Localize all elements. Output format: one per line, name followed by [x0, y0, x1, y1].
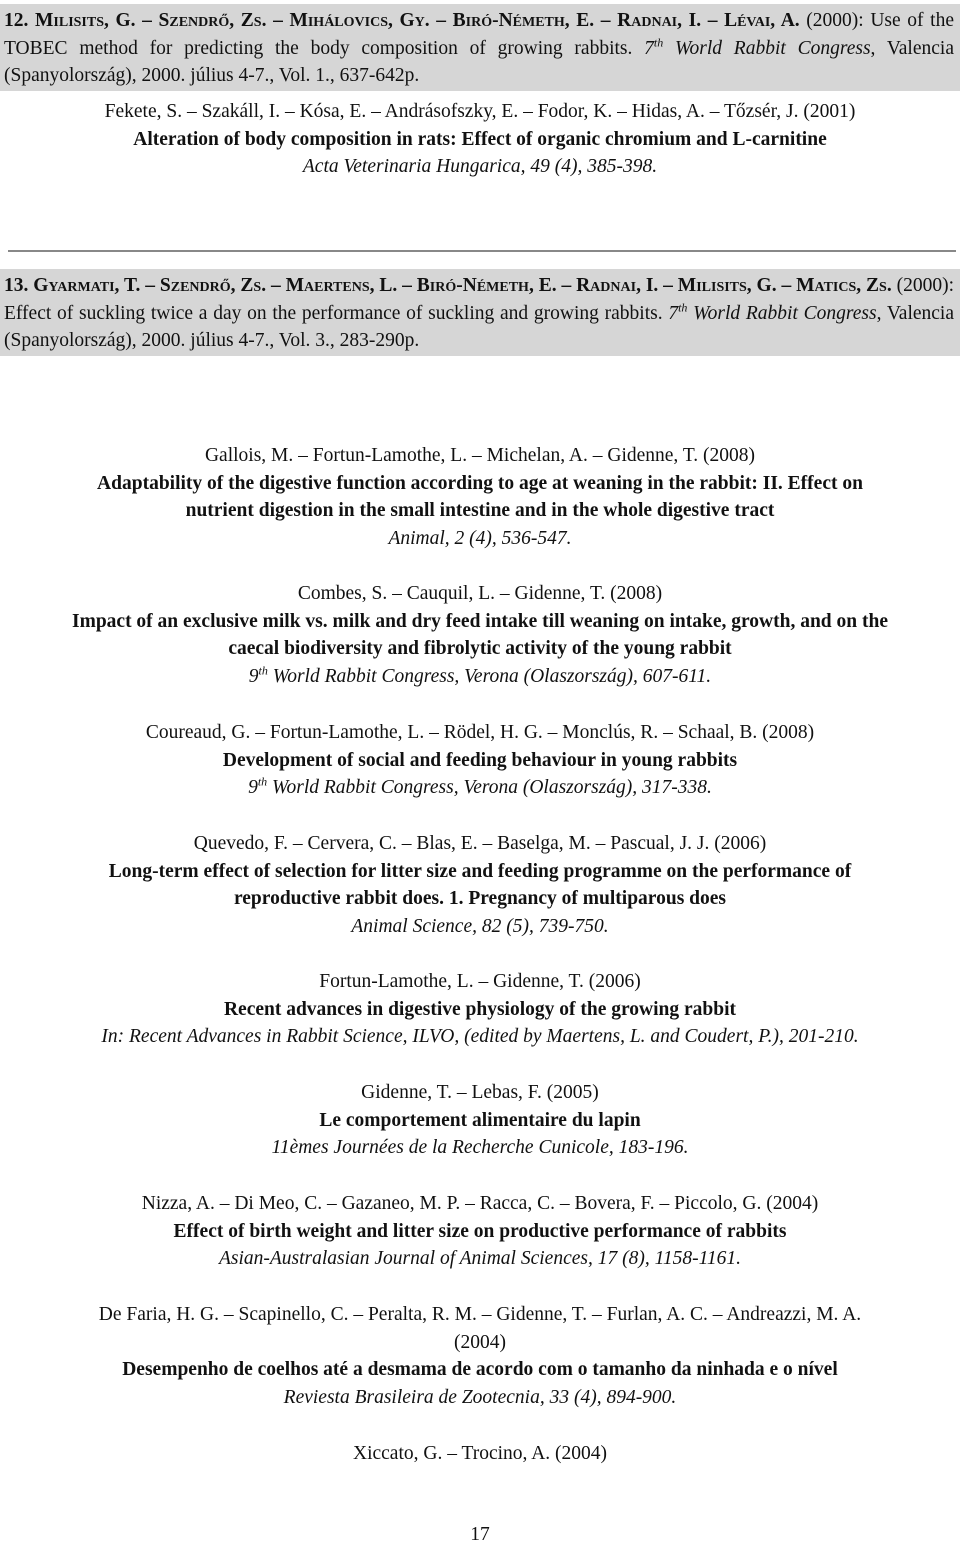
reference-13-text	[4, 272, 954, 355]
reference-fekete	[0, 98, 960, 181]
reference-title: (2000): Effect of suckling twice a day on the performance of suckling and growing rabbits.	[4, 275, 955, 324]
reference-source: Animal Science, 82 (5), 739-750.	[351, 915, 609, 937]
reference-title-line: caecal biodiversity and fibrolytic activity of the young rabbit	[228, 638, 732, 659]
reference-source: Reviesta Brasileira de Zootecnia, 33 (4), 894-900.	[283, 1386, 677, 1408]
source-text: World Rabbit Congress, Verona (Olaszország), 317-338.	[267, 777, 712, 798]
reference-12-text	[4, 7, 954, 90]
reference-title-line: nutrient digestion in the small intestine and in the whole digestive tract	[185, 500, 775, 521]
reference-authors: Coureaud, G. – Fortun-Lamothe, L. – Rödel, H. G. – Monclús, R. – Schaal, B. (2008)	[145, 722, 815, 743]
reference-venue: World Rabbit Congress	[687, 302, 877, 324]
reference-de-faria	[0, 1301, 960, 1411]
reference-title-line: reproductive rabbit does. 1. Pregnancy of multiparous does	[233, 888, 727, 909]
reference-source: In: Recent Advances in Rabbit Science, ILVO, (edited by Maertens, L. and Coudert, P.), 201-210.	[101, 1026, 859, 1047]
reference-authors: Milisits, G. – Szendrő, Zs. – Mihálovics, Gy. – Biró-Németh, E. – Radnai, I. – Lévai, A.	[35, 10, 800, 31]
reference-title-line: Impact of an exclusive milk vs. milk and dry feed intake till weaning on intake, growth, and on the	[71, 610, 888, 632]
reference-title: (2000): Use of the TOBEC method for predicting the body composition of growing rabbits.	[4, 10, 954, 59]
ordinal: 9	[248, 777, 258, 798]
reference-details: , Valencia (Spanyolország), 2000. július 4-7., Vol. 3., 283-290p.	[4, 302, 954, 351]
reference-12	[0, 4, 960, 91]
reference-title-line: Recent advances in digestive physiology of the growing rabbit	[223, 998, 737, 1020]
reference-authors: Gallois, M. – Fortun-Lamothe, L. – Michelan, A. – Gidenne, T. (2008)	[204, 445, 756, 466]
reference-xiccato	[0, 1440, 960, 1468]
reference-13	[0, 269, 960, 356]
ordinal: 7	[644, 37, 654, 59]
reference-details: , Valencia (Spanyolország), 2000. július 4-7., Vol. 1., 637-642p.	[4, 37, 954, 86]
reference-number: 13.	[4, 275, 29, 296]
reference-authors: Nizza, A. – Di Meo, C. – Gazaneo, M. P. – Racca, C. – Bovera, F. – Piccolo, G. (2004)	[141, 1193, 819, 1214]
reference-authors-line: De Faria, H. G. – Scapinello, C. – Peralta, R. M. – Gidenne, T. – Furlan, A. C. – Andreazzi, M. A.	[98, 1304, 862, 1325]
reference-quevedo	[0, 830, 960, 940]
source-text: World Rabbit Congress, Verona (Olaszország), 607-611.	[267, 665, 712, 687]
reference-title-line: Le comportement alimentaire du lapin	[319, 1109, 641, 1131]
reference-authors: Quevedo, F. – Cervera, C. – Blas, E. – Baselga, M. – Pascual, J. J. (2006)	[193, 833, 767, 854]
reference-source: 11èmes Journées de la Recherche Cunicole, 183-196.	[271, 1137, 689, 1158]
reference-number: 12.	[4, 10, 29, 31]
reference-authors: Gyarmati, T. – Szendrő, Zs. – Maertens, L. – Biró-Németh, E. – Radnai, I. – Milisits, G. – Matics, Zs.	[33, 275, 892, 296]
ordinal-suffix: th	[258, 663, 268, 677]
reference-source	[0, 774, 960, 802]
reference-combes	[0, 580, 960, 690]
page-number: 17	[470, 1524, 490, 1545]
reference-coureaud	[0, 719, 960, 802]
reference-title: Alteration of body composition in rats: Effect of organic chromium and L-carnitine	[133, 128, 827, 150]
ordinal: 9	[248, 665, 259, 687]
reference-authors: Fortun-Lamothe, L. – Gidenne, T. (2006)	[319, 971, 641, 992]
reference-gidenne	[0, 1079, 960, 1162]
reference-source: Asian-Australasian Journal of Animal Sciences, 17 (8), 1158-1161.	[218, 1248, 742, 1269]
reference-authors: Xiccato, G. – Trocino, A. (2004)	[352, 1443, 608, 1464]
reference-venue: World Rabbit Congress	[663, 37, 871, 59]
reference-title-line: Desempenho de coelhos até a desmama de acordo com o tamanho da ninhada e o nível	[122, 1359, 838, 1380]
section-divider	[8, 250, 956, 252]
reference-authors: Fekete, S. – Szakáll, I. – Kósa, E. – Andrásofszky, E. – Fodor, K. – Hidas, A. – Tőzsér, J. (2001)	[104, 101, 856, 122]
ordinal-suffix: th	[257, 774, 268, 789]
reference-authors: Gidenne, T. – Lebas, F. (2005)	[361, 1082, 599, 1103]
reference-gallois	[0, 442, 960, 552]
reference-source: Acta Veterinaria Hungarica, 49 (4), 385-398.	[302, 156, 658, 177]
reference-title-line: Effect of birth weight and litter size on productive performance of rabbits	[173, 1220, 787, 1242]
reference-authors: Combes, S. – Cauquil, L. – Gidenne, T. (2008)	[297, 583, 663, 604]
ordinal: 7	[668, 302, 679, 324]
reference-title-line: Long-term effect of selection for litter size and feeding programme on the performance of	[108, 860, 852, 882]
reference-fortun-lamothe	[0, 968, 960, 1051]
reference-title-line: Adaptability of the digestive function according to age at weaning in the rabbit: II. Effect on	[97, 472, 863, 494]
reference-source	[0, 663, 960, 691]
reference-nizza	[0, 1190, 960, 1273]
reference-title-line: Development of social and feeding behaviour in young rabbits	[222, 749, 738, 771]
reference-source: Animal, 2 (4), 536-547.	[388, 527, 572, 549]
ordinal-suffix: th	[653, 35, 664, 49]
ordinal-suffix: th	[678, 300, 688, 314]
reference-authors-line: (2004)	[454, 1331, 506, 1353]
